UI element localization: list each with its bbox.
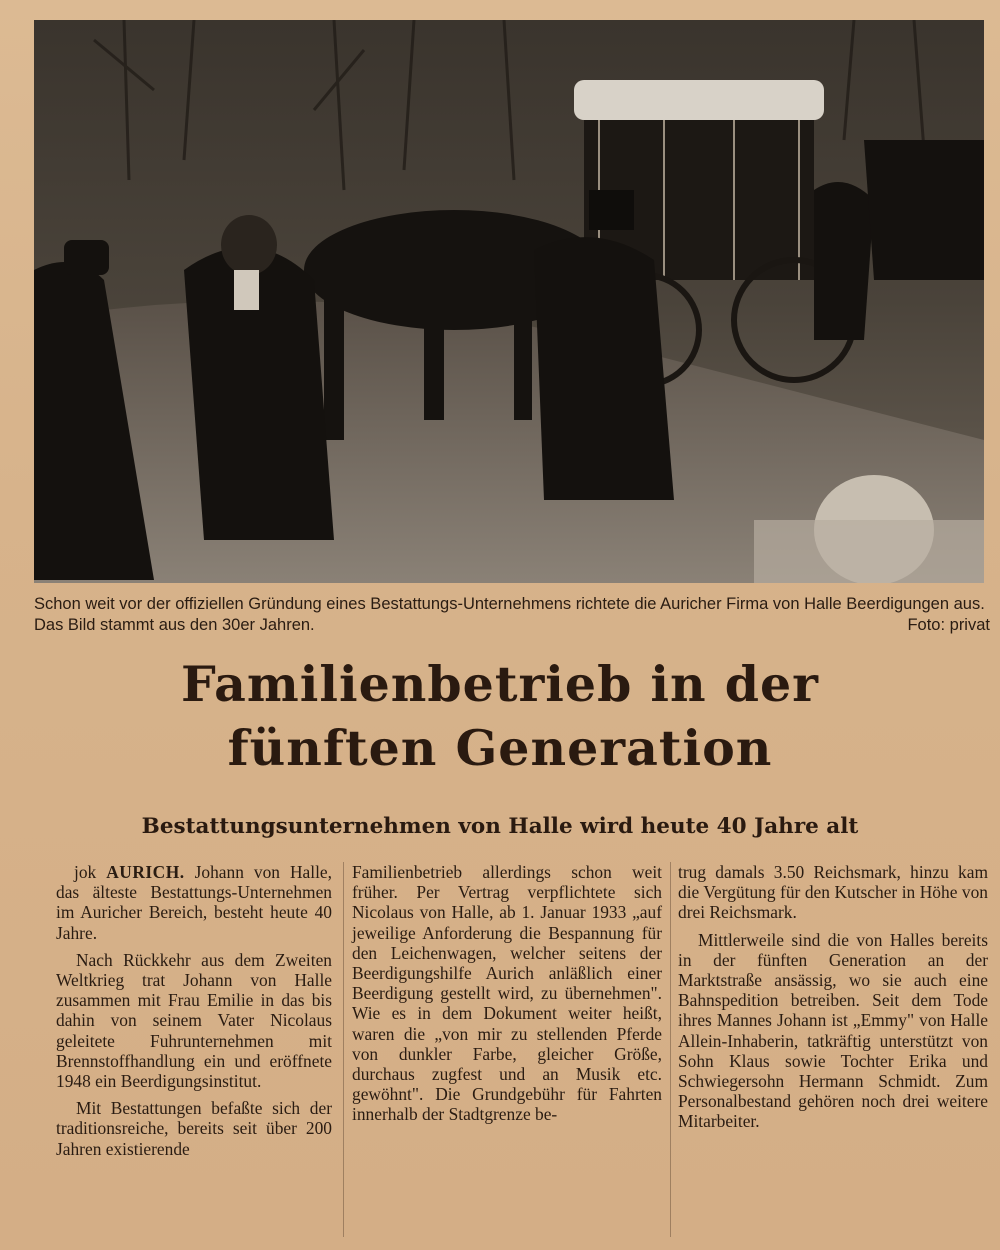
- paragraph: Mittlerweile sind die von Halles bereits in der fünften Generation an der Marktstraße ansässig, wo sie auch eine Bahnspedition betreiben. Seit dem Tode ihres Mannes Johann ist „Emmy" von Halle Allein-Inhaberin, tatkräftig unterstützt von Sohn Klaus sowie Tochter Erika und Schwiegersohn Hermann Schmidt. Zum Personalbestand gehören noch drei weitere Mitarbeiter.: [678, 929, 988, 1132]
- caption-text: Schon weit vor der offiziellen Gründung eines Bestattungs-Unternehmens richtete die Auricher Firma von Halle Beerdigungen aus. Das Bild stammt aus den 30er Jahren.: [34, 595, 985, 634]
- paragraph: Nach Rückkehr aus dem Zweiten Weltkrieg trat Johann von Halle zusammen mit Frau Emilie in das bis dahin von seinem Vater Nicolaus geleitete Fuhrunternehmen mit Brennstoffhandlung ein und eröffnete 1948 ein Beerdigungsinstitut.: [56, 949, 332, 1092]
- paragraph: [56, 862, 332, 943]
- paragraph: Mit Bestattungen befaßte sich der traditionsreiche, bereits seit über 200 Jahren existierende: [56, 1098, 332, 1159]
- photo-caption: [34, 594, 990, 636]
- author-initials: jok: [74, 862, 97, 882]
- column-divider: [343, 862, 344, 1237]
- headline-line-2: fünften Generation: [227, 719, 773, 777]
- article-column-1: [56, 862, 332, 1166]
- funeral-procession-photo-icon: [34, 20, 984, 583]
- paragraph: Familienbetrieb allerdings schon weit früher. Per Vertrag verpflichtete sich Nicolaus von Halle, ab 1. Januar 1933 „auf jeweilige Anforderung die Bespannung für den Leichenwagen, welcher seitens der Beerdigungshilfe Aurich anläßlich einer Beerdigung gestellt wird, zu übernehmen". Wie es in dem Dokument weiter heißt, waren die „von mir zu stellenden Pferde von dunkler Farbe, gleicher Größe, durchaus zugfest und an Musik etc. gewöhnt". Die Grundgebühr für Fahrten innerhalb der Stadtgrenze be-: [352, 862, 662, 1125]
- photo-credit: Foto: privat: [907, 616, 990, 634]
- column-divider: [670, 862, 671, 1237]
- article-column-3: [678, 862, 988, 1139]
- dateline-city: AURICH.: [106, 862, 185, 882]
- procession-photo: [34, 20, 984, 583]
- headline-line-1: Familienbetrieb in der: [181, 655, 819, 713]
- article-column-2: [352, 862, 662, 1132]
- paragraph-text: Johann von Halle, das älteste Bestattungs-Unternehmen im Auricher Bereich, besteht heute 40 Jahre.: [56, 862, 332, 943]
- headline: [30, 652, 970, 780]
- paragraph: trug damals 3.50 Reichsmark, hinzu kam die Vergütung für den Kutscher in Höhe von drei Reichsmark.: [678, 862, 988, 923]
- subheadline: Bestattungsunternehmen von Halle wird heute 40 Jahre alt: [141, 814, 859, 839]
